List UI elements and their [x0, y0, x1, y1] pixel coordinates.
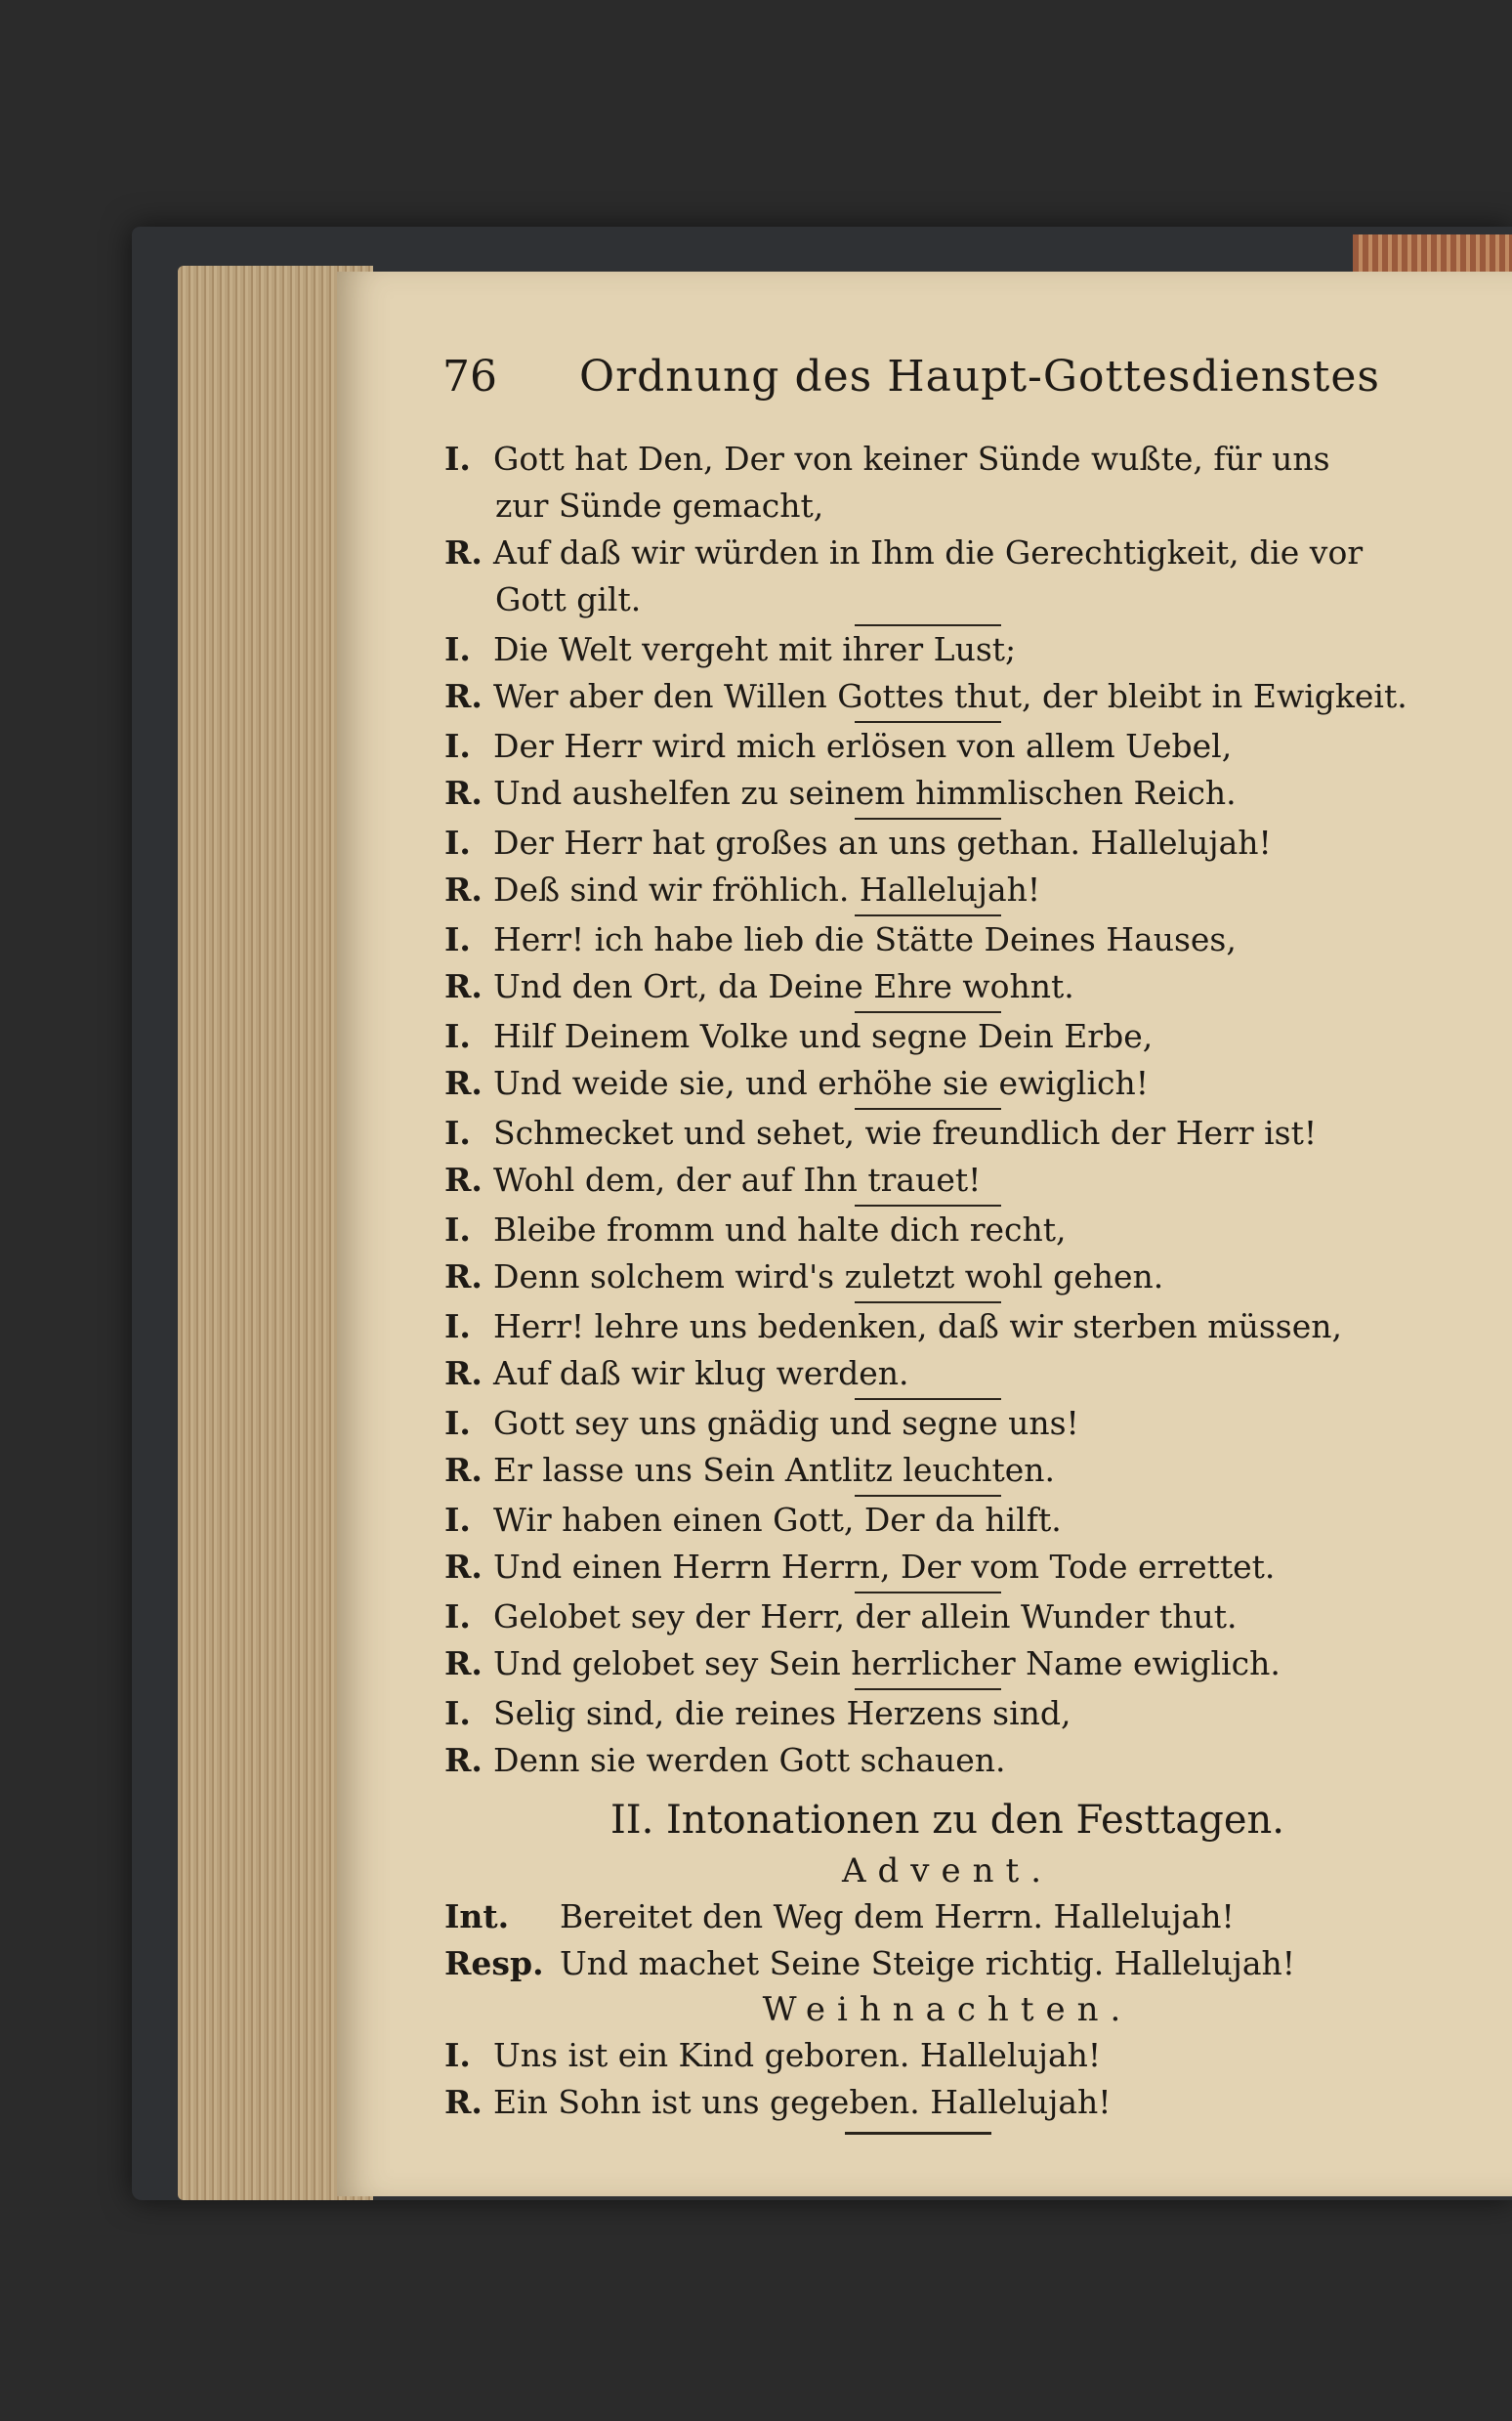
versicle-block — [444, 1690, 1450, 1784]
page-header — [442, 352, 1419, 420]
speaker-mark: I. — [444, 1307, 471, 1345]
line-text: Und den Ort, da Deine Ehre wohnt. — [493, 967, 1074, 1005]
text-line — [444, 1303, 1450, 1350]
line-text: Denn solchem wird's zuletzt wohl gehen. — [493, 1257, 1164, 1295]
text-line — [444, 2079, 1450, 2126]
speaker-mark: I. — [444, 1694, 471, 1732]
text-line — [444, 1893, 1450, 1940]
text-line — [444, 1940, 1450, 1987]
speaker-mark: I. — [444, 1501, 471, 1539]
text-line — [444, 1544, 1450, 1591]
speaker-mark: R. — [444, 1451, 483, 1489]
line-text: Gott gilt. — [495, 580, 642, 618]
line-text: Und einen Herrn Herrn, Der vom Tode errettet. — [493, 1548, 1276, 1586]
speaker-mark: R. — [444, 1161, 483, 1199]
speaker-mark: R. — [444, 1354, 483, 1392]
line-text: Wir haben einen Gott, Der da hilft. — [493, 1501, 1062, 1539]
text-line — [444, 436, 1450, 483]
text-line — [444, 483, 1450, 530]
text-line — [444, 1447, 1450, 1494]
line-text: Auf daß wir klug werden. — [493, 1354, 909, 1392]
separator-rule — [855, 914, 1001, 916]
versicle-block — [444, 723, 1450, 820]
line-text: Herr! lehre uns bedenken, daß wir sterben müssen, — [493, 1307, 1342, 1345]
speaker-mark: I. — [444, 1017, 471, 1055]
text-line — [444, 820, 1450, 867]
speaker-mark: R. — [444, 1064, 483, 1102]
line-text: Uns ist ein Kind geboren. Hallelujah! — [493, 2036, 1102, 2074]
line-text: Denn sie werden Gott schauen. — [493, 1741, 1006, 1779]
line-text: Bereitet den Weg dem Herrn. Hallelujah! — [560, 1897, 1235, 1935]
separator-rule — [855, 818, 1001, 820]
line-text: Herr! ich habe lieb die Stätte Deines Hauses, — [493, 920, 1237, 958]
speaker-mark: I. — [444, 1210, 471, 1249]
text-line — [444, 1497, 1450, 1544]
versicle-block — [444, 916, 1450, 1013]
separator-rule — [855, 1108, 1001, 1110]
versicle-block — [444, 1593, 1450, 1690]
text-line — [444, 963, 1450, 1010]
speaker-mark: R. — [444, 871, 483, 909]
text-line — [444, 770, 1450, 817]
advent-heading: Advent. — [841, 1851, 1053, 1890]
speaker-mark: R. — [444, 774, 483, 812]
text-line — [444, 1690, 1450, 1737]
line-text: Selig sind, die reines Herzens sind, — [493, 1694, 1071, 1732]
line-text: Deß sind wir fröhlich. Hallelujah! — [493, 871, 1041, 909]
speaker-mark: R. — [444, 533, 483, 572]
speaker-mark: R. — [444, 1548, 483, 1586]
separator-rule — [855, 1495, 1001, 1497]
line-text: Und weide sie, und erhöhe sie ewiglich! — [493, 1064, 1150, 1102]
versicle-block — [444, 1110, 1450, 1207]
line-text: Auf daß wir würden in Ihm die Gerechtigkeit, die vor — [493, 533, 1364, 572]
line-text: Und machet Seine Steige richtig. Hallelujah! — [560, 1944, 1296, 1982]
speaker-mark: I. — [444, 1597, 471, 1635]
line-text: Wer aber den Willen Gottes thut, der bleibt in Ewigkeit. — [493, 677, 1407, 715]
speaker-mark: Int. — [444, 1897, 510, 1935]
versicle-block — [444, 820, 1450, 916]
text-line — [444, 1013, 1450, 1060]
speaker-mark: I. — [444, 440, 471, 478]
speaker-mark: R. — [444, 1257, 483, 1295]
line-text: Der Herr wird mich erlösen von allem Uebel, — [493, 727, 1233, 765]
line-text: Der Herr hat großes an uns gethan. Hallelujah! — [493, 824, 1272, 862]
speaker-mark: I. — [444, 824, 471, 862]
text-line — [444, 1207, 1450, 1253]
speaker-mark: I. — [444, 2036, 471, 2074]
line-text: Gott sey uns gnädig und segne uns! — [493, 1404, 1079, 1442]
text-line — [444, 1350, 1450, 1397]
text-line — [444, 2032, 1450, 2079]
separator-rule — [855, 1205, 1001, 1207]
line-text: Hilf Deinem Volke und segne Dein Erbe, — [493, 1017, 1154, 1055]
speaker-mark: I. — [444, 727, 471, 765]
separator-rule — [855, 1398, 1001, 1400]
line-text: Ein Sohn ist uns gegeben. Hallelujah! — [493, 2083, 1112, 2121]
speaker-mark: I. — [444, 630, 471, 668]
line-text: Bleibe fromm und halte dich recht, — [493, 1210, 1067, 1249]
text-line — [444, 916, 1450, 963]
page-content — [444, 436, 1450, 2135]
book-page — [337, 272, 1512, 2196]
text-line — [444, 1157, 1450, 1204]
versicle-block — [444, 1207, 1450, 1303]
versicle-block — [444, 1303, 1450, 1400]
versicle-block — [444, 1013, 1450, 1110]
end-rule — [845, 2132, 991, 2135]
speaker-mark: R. — [444, 677, 483, 715]
versicle-block — [444, 436, 1450, 626]
line-text: Gelobet sey der Herr, der allein Wunder thut. — [493, 1597, 1238, 1635]
speaker-mark: Resp. — [444, 1944, 544, 1982]
running-title: Ordnung des Haupt-Gottesdienstes — [579, 352, 1380, 402]
separator-rule — [855, 624, 1001, 626]
versicle-block — [444, 626, 1450, 723]
page-number: 76 — [442, 352, 497, 402]
separator-rule — [855, 1011, 1001, 1013]
separator-rule — [855, 1301, 1001, 1303]
text-line — [444, 723, 1450, 770]
separator-rule — [855, 1592, 1001, 1593]
speaker-mark: I. — [444, 920, 471, 958]
text-line — [444, 673, 1450, 720]
separator-rule — [855, 721, 1001, 723]
section-title: II. Intonationen zu den Festtagen. — [609, 1798, 1285, 1843]
text-line — [444, 1253, 1450, 1300]
text-line — [444, 576, 1450, 623]
line-text: Schmecket und sehet, wie freundlich der Herr ist! — [493, 1114, 1318, 1152]
speaker-mark: I. — [444, 1114, 471, 1152]
line-text: Er lasse uns Sein Antlitz leuchten. — [493, 1451, 1056, 1489]
line-text: Und gelobet sey Sein herrlicher Name ewiglich. — [493, 1644, 1281, 1682]
speaker-mark: R. — [444, 1741, 483, 1779]
line-text: Und aushelfen zu seinem himmlischen Reich. — [493, 774, 1237, 812]
text-line — [444, 1737, 1450, 1784]
line-text: zur Sünde gemacht, — [495, 487, 824, 525]
line-text: Die Welt vergeht mit ihrer Lust; — [493, 630, 1017, 668]
speaker-mark: R. — [444, 1644, 483, 1682]
text-line — [444, 1593, 1450, 1640]
book-headband — [1353, 234, 1512, 272]
text-line — [444, 1640, 1450, 1687]
line-text: Wohl dem, der auf Ihn trauet! — [493, 1161, 982, 1199]
text-line — [444, 867, 1450, 913]
christmas-heading: Weihnachten. — [762, 1990, 1133, 2029]
text-line — [444, 1110, 1450, 1157]
separator-rule — [855, 1688, 1001, 1690]
speaker-mark: R. — [444, 967, 483, 1005]
versicle-block — [444, 1400, 1450, 1497]
speaker-mark: I. — [444, 1404, 471, 1442]
versicle-block — [444, 1497, 1450, 1593]
speaker-mark: R. — [444, 2083, 483, 2121]
text-line — [444, 1060, 1450, 1107]
text-line — [444, 530, 1450, 576]
text-line — [444, 626, 1450, 673]
text-line — [444, 1400, 1450, 1447]
line-text: Gott hat Den, Der von keiner Sünde wußte, für uns — [493, 440, 1330, 478]
